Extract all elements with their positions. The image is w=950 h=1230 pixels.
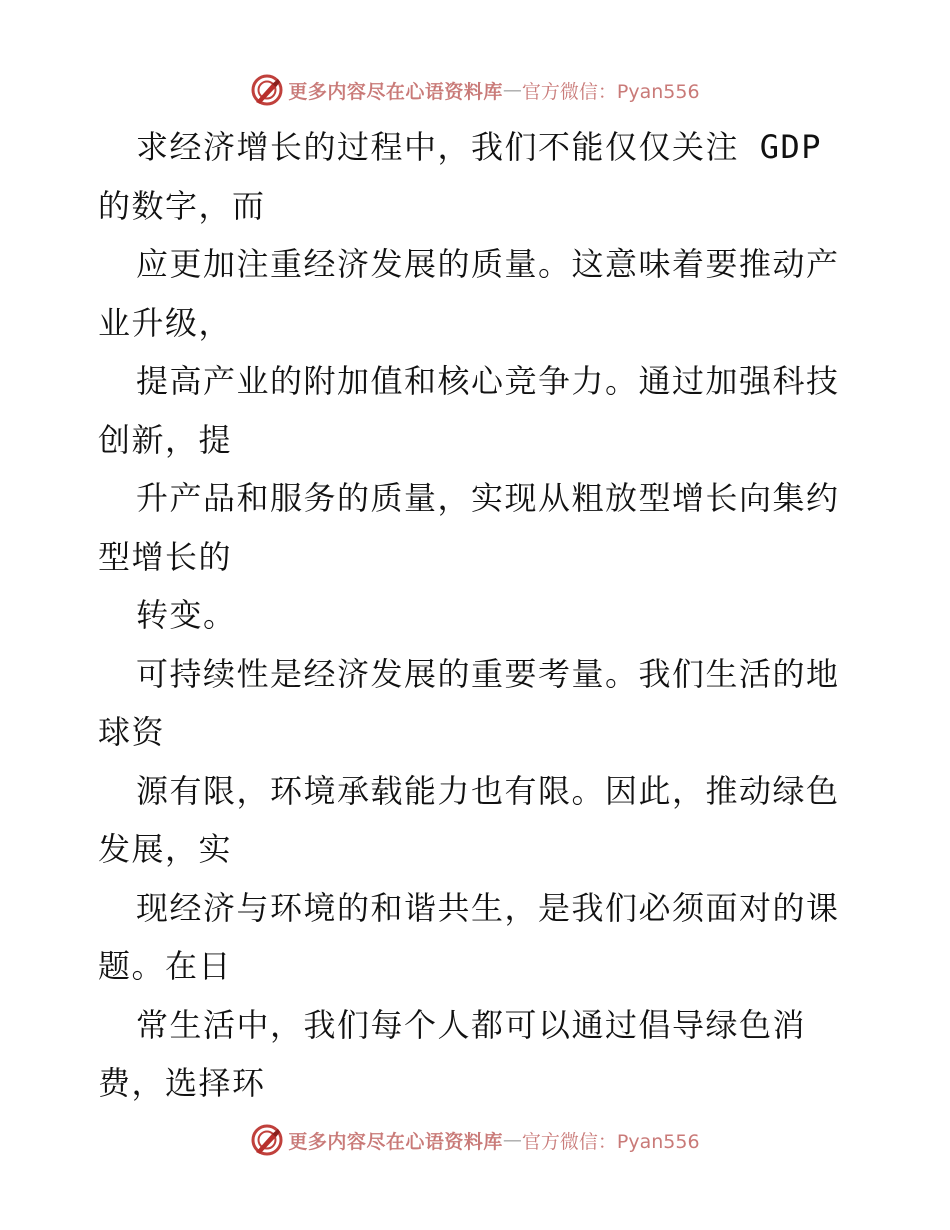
watermark-separator: — <box>502 79 522 101</box>
text-line: 的数字，而 <box>98 186 266 225</box>
text-line: 源有限，环境承载能力也有限。因此，推动绿色 <box>136 771 840 810</box>
text-line: 求经济增长的过程中，我们不能仅仅关注 GDP <box>136 128 823 166</box>
header-watermark <box>0 70 950 110</box>
text-line: 提高产业的附加值和核心竞争力。通过加强科技 <box>136 362 840 400</box>
text-line: 现经济与环境的和谐共生，是我们必须面对的课 <box>136 888 840 927</box>
text-line: 升产品和服务的质量，实现从粗放型增长向集约 <box>136 479 840 517</box>
watermark-brand-text: 更多内容尽在心语资料库 <box>288 80 503 103</box>
watermark-contact-text: 官方微信：Pyan556 <box>521 1130 700 1153</box>
text-line: 发展，实 <box>98 830 233 868</box>
pen-seal-logo-icon <box>250 1123 284 1157</box>
watermark-separator: — <box>502 1129 522 1151</box>
body-text <box>98 118 868 1113</box>
text-line: 创新，提 <box>98 420 233 459</box>
text-line: 应更加注重经济发展的质量。这意味着要推动产 <box>136 245 840 283</box>
text-line: 费，选择环 <box>98 1064 266 1102</box>
text-line: 常生活中，我们每个人都可以通过倡导绿色消 <box>136 1005 807 1044</box>
pen-seal-logo-icon <box>250 73 284 107</box>
text-line: 转变。 <box>136 596 237 634</box>
text-line: 业升级， <box>98 303 233 342</box>
footer-watermark <box>0 1120 950 1160</box>
text-line: 题。在日 <box>98 947 233 985</box>
text-line: 球资 <box>98 713 166 751</box>
watermark-contact-text: 官方微信：Pyan556 <box>521 80 700 103</box>
text-line: 可持续性是经济发展的重要考量。我们生活的地 <box>136 654 840 693</box>
watermark-brand-text: 更多内容尽在心语资料库 <box>288 1130 503 1153</box>
text-line: 型增长的 <box>98 537 233 576</box>
